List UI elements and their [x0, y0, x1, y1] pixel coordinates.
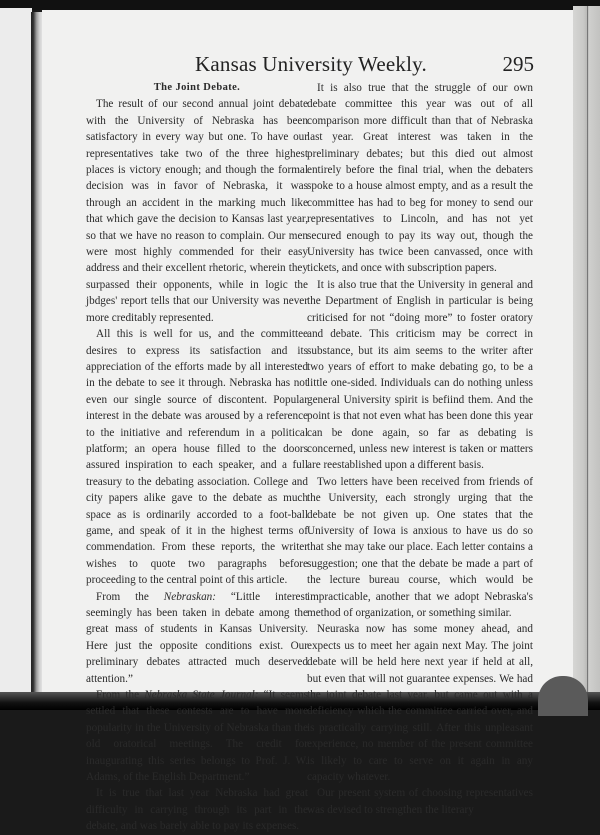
paragraph: Neuraska now has some money ahead, and expects us to meet her again next May. The joint debate will be held here next year if held at all, but even that will not guarantee expenses. We had the joint debate last year, but came out with a deficiency which the committee carried over, and is practically carrying still. After this unpleasant experience, no member of the present committee is likely to care to serve on it again in any capacity whatever.: [307, 623, 533, 784]
quote-text: “Little interest seemingly has been taken in debate among the great mass of students in Kansas University. Here just the opposite conditions exist. Our preliminary debates attracted much deserved attention.”: [86, 590, 308, 685]
text-run: From the: [96, 689, 145, 702]
left-column: [86, 80, 308, 835]
right-column: [307, 80, 533, 818]
source-name: Nebraska State Journal:: [144, 689, 259, 702]
text-run: From the: [96, 590, 164, 603]
paragraph: Two letters have been received from friends of the University, each strongly urging that the debate be not given up. One states that the University of Iowa is anxious to have us do so that she may take our place. Each letter contains a suggestion; one that the debate be made a part of the lecture bureau course, which would be impracticable, another that we adopt Nebraska's method of organization, or something similar.: [307, 475, 533, 619]
page-number: 295: [502, 52, 534, 76]
paragraph: It is also true that the struggle of our own debate committee this year was out of all comparison more difficult than that of Nebraska last year. Great interest was taken in the preliminary debates; but this died out almost entirely before the final trial, when the debaters spoke to a house almost empty, and as a result the committee has had to beg for money to send our representatives to Lincoln, and has not yet secured enough to pay its way out, though the University has twice been canvassed, once with tickets, and once with subscription papers.: [307, 82, 533, 275]
paragraph: It is true that last year Nebraska had great difficulty in carrying through its part in the debate, and was barely able to pay its expenses.: [86, 787, 308, 833]
page-stack-edge: [573, 6, 600, 710]
paragraph: The result of our second annual joint debate with the University of Nebraska has been satisfactory in every way but one. To have our representatives take two of the three highest places is victory enough; and though the formal decision was in favor of Nebraska, it was through an accident in the marking much like that which gave the decision to Kansas last year, so that we have no reason to complain. Our men were most highly commended for their easy address and their excellent rhetoric, wherein they surpassed their opponents, while in logic the jbdges' report tells that our University was never more creditably represented.: [86, 98, 308, 324]
facing-page-edge: [0, 8, 32, 710]
scanner-thumb: [538, 676, 588, 716]
article-title: The Joint Debate.: [153, 82, 241, 93]
quote-text: “It seems settled that these contests are to have more popularity in the University of Nebraska than the old oratorical meetings. The credit for inaugurating this series belongs to Prof. J. W. Adams, of the English Department.”: [86, 689, 308, 784]
source-name: Nebraskan:: [163, 590, 216, 603]
paragraph: [86, 589, 308, 687]
running-title: Kansas University Weekly.: [195, 52, 427, 76]
paragraph: All this is well for us, and the committee desires to express its satisfaction and its appreciation of the efforts made by all interested in the debate to see it through. Nebraska has not even our single source of discontent. Popular interest in the debate was aroused by a reference to the initiative and referendum in a political platform; an opera house filled to the doors assured inspiration to each speaker, and a full treasury to the debating association. College and city papers alike gave to the debate as much space as is ordinarily accorded to a foot-ball game, and speak of it in the highest terms of commendation. From these reports, the writer wishes to quote two paragraphs before proceeding to the central point of this article.: [86, 328, 308, 587]
paragraph: It is also true that the University in general and the Department of English in particular is being criticised for not “doing more” to foster oratory and debate. This criticism may be correct in substance, but its aim seems to the writer after two years of effort to make debating go, to be a little one-sided. Individuals can do nothing unless general University spirit is befiind them. And the point is that not even what has been done this year can be done again, so far as debating is concerned, unless new interest is taken or matters are reestablished upon a different basis.: [307, 278, 533, 472]
scan-top-edge: [0, 0, 600, 10]
paragraph: Our present system of choosing representatives was devised to strengthen the literary: [307, 787, 533, 816]
paragraph: [86, 687, 308, 785]
page-header: [90, 52, 540, 82]
